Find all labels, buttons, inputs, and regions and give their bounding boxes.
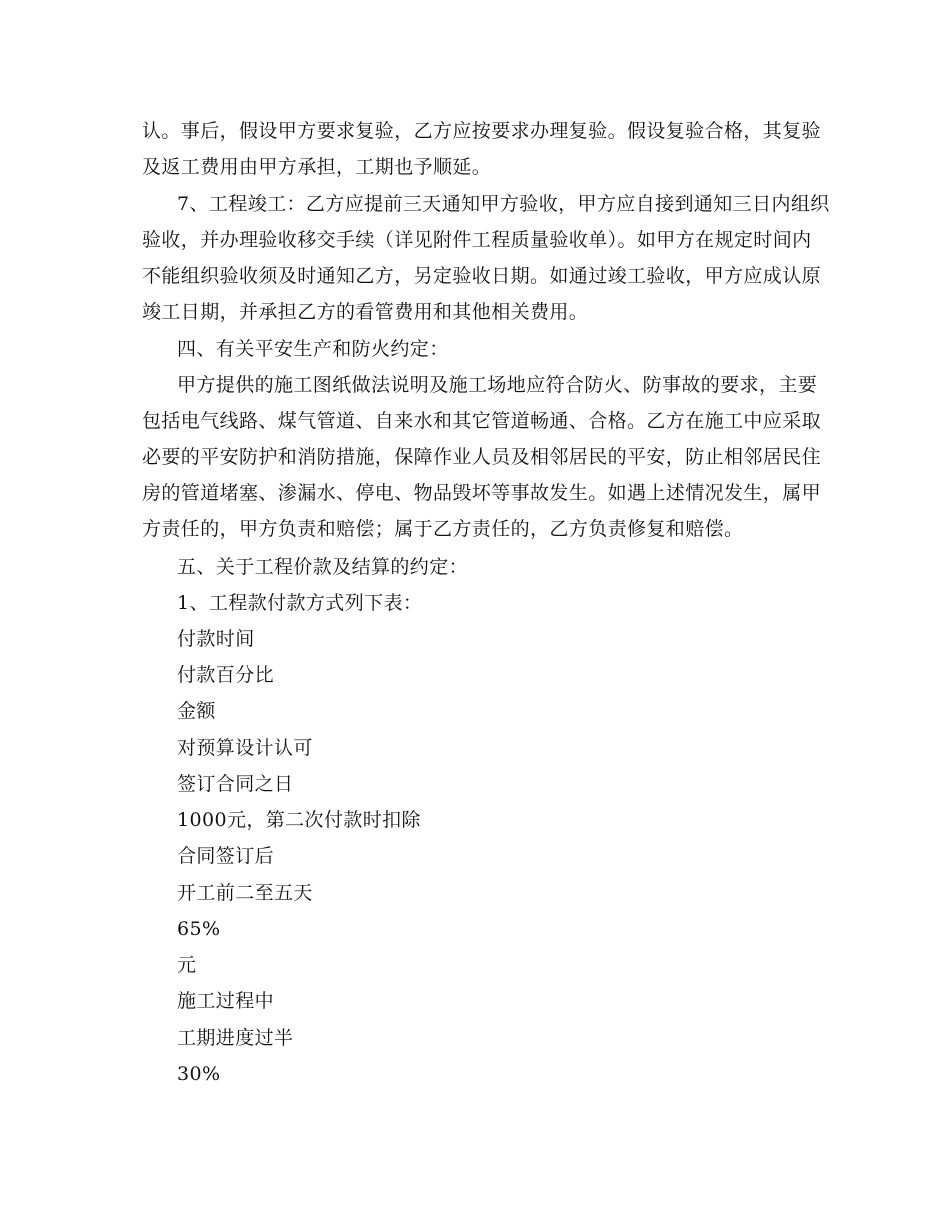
paragraph-line: 包括电气线路、煤气管道、自来水和其它管道畅通、合格。乙方在施工中应采取: [142, 410, 822, 432]
table-cell-text: 元: [177, 954, 197, 976]
paragraph-line: 认。事后，假设甲方要求复验，乙方应按要求办理复验。假设复验合格，其复验: [142, 120, 822, 142]
paragraph-line: 甲方提供的施工图纸做法说明及施工场地应符合防火、防事故的要求，主要: [177, 374, 818, 396]
table-cell-text: 65%: [177, 918, 221, 940]
section-heading: 四、有关平安生产和防火约定：: [177, 338, 449, 360]
table-cell-text: 金额: [177, 700, 216, 722]
table-cell-text: 合同签订后: [177, 845, 275, 867]
paragraph-line: 房的管道堵塞、渗漏水、停电、物品毁坏等事故发生。如遇上述情况发生，属甲: [142, 482, 822, 504]
table-cell-text: 对预算设计认可: [177, 737, 313, 759]
table-cell-text: 工期进度过半: [177, 1027, 294, 1049]
table-cell-text: 付款百分比: [177, 664, 275, 686]
paragraph-line: 1、工程款付款方式列下表：: [177, 592, 423, 614]
table-cell-text: 开工前二至五天: [177, 882, 313, 904]
paragraph-line: 7、工程竣工：乙方应提前三天通知甲方验收，甲方应自接到通知三日内组织: [177, 193, 830, 215]
table-cell-text: 30%: [177, 1063, 221, 1085]
paragraph-line: 及返工费用由甲方承担，工期也予顺延。: [142, 156, 492, 178]
paragraph-line: 必要的平安防护和消防措施，保障作业人员及相邻居民的平安，防止相邻居民住: [142, 446, 822, 468]
table-cell-text: 付款时间: [177, 628, 255, 650]
paragraph-line: 不能组织验收须及时通知乙方，另定验收日期。如通过竣工验收，甲方应成认原: [142, 265, 822, 287]
table-cell-text: 施工过程中: [177, 990, 275, 1012]
table-cell-text: 1000元，第二次付款时扣除: [177, 809, 421, 831]
paragraph-line: 验收，并办理验收移交手续（详见附件工程质量验收单）。如甲方在规定时间内: [142, 229, 812, 251]
paragraph-line: 竣工日期，并承担乙方的看管费用和其他相关费用。: [142, 301, 589, 323]
table-cell-text: 签订合同之日: [177, 773, 294, 795]
paragraph-line: 方责任的，甲方负责和赔偿；属于乙方责任的，乙方负责修复和赔偿。: [142, 518, 744, 540]
section-heading: 五、关于工程价款及结算的约定：: [177, 556, 469, 578]
